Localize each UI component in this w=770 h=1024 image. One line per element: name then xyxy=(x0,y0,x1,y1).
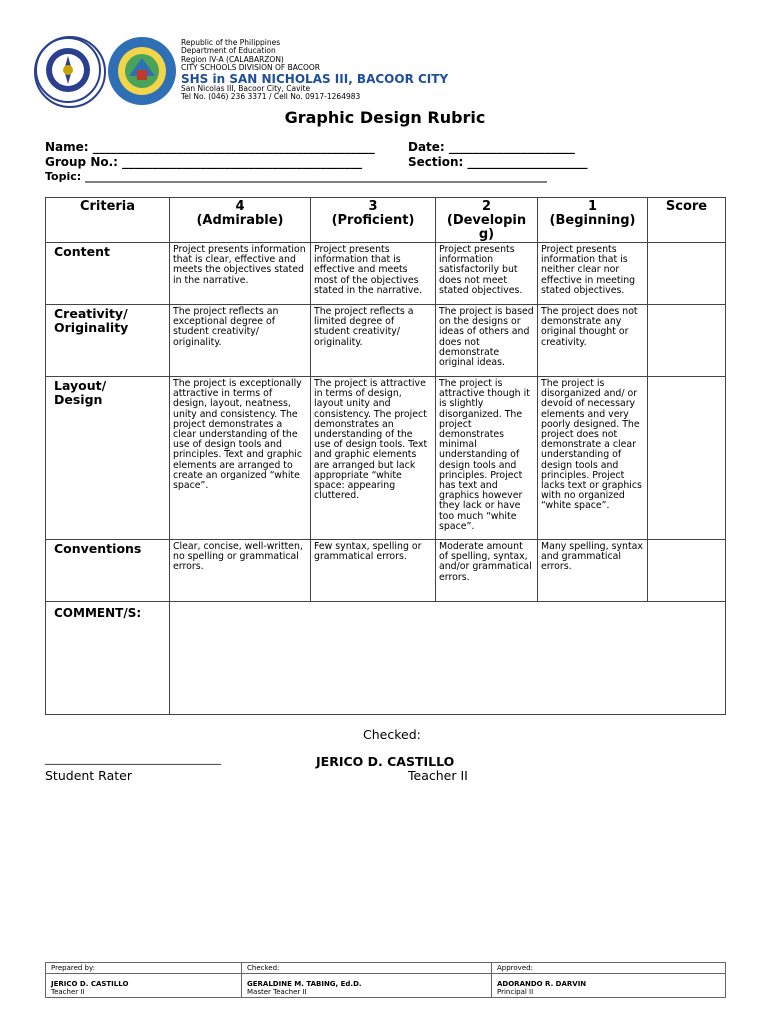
header-department: Department of Education xyxy=(181,46,276,55)
header-proficient: 3 (Proficient) xyxy=(311,198,436,243)
deped-seal-logo xyxy=(34,36,106,108)
score-cell-creativity[interactable] xyxy=(648,305,726,377)
approval-footer xyxy=(45,962,726,998)
approved-by-cell xyxy=(492,974,726,998)
rater-signature-line: ________________________________ xyxy=(45,752,221,765)
header-score: Score xyxy=(648,198,726,243)
header-address: San Nicolas III, Bacoor City, Cavite xyxy=(181,84,311,93)
group-field[interactable]: Group No.: ________________________________________ xyxy=(45,155,363,169)
name-field[interactable]: Name: _______________________________________________ xyxy=(45,140,375,154)
cell-creativity-2: The project is based on the designs or ideas of others and does not demonstrate original ideas. xyxy=(436,305,538,377)
header-contact: Tel No. (046) 236 3371 / Cell No. 0917-1264983 xyxy=(181,92,361,101)
section-field[interactable]: Section: ____________________ xyxy=(408,155,588,169)
teacher-title: Teacher II xyxy=(408,768,468,783)
date-field[interactable]: Date: _____________________ xyxy=(408,140,575,154)
cell-layout-3: The project is attractive in terms of design, layout unity and consistency. The project demonstrates an understanding of the use of design tools. Text and graphic elements are arranged but lack appropriate “white space: appearing cluttered. xyxy=(311,377,436,540)
cell-conventions-4: Clear, concise, well-written, no spelling or grammatical errors. xyxy=(170,540,311,602)
prepared-by-name: JERICO D. CASTILLO xyxy=(51,980,129,988)
checked-by-label: Checked: xyxy=(242,963,492,974)
cell-conventions-2: Moderate amount of spelling, syntax, and/or grammatical errors. xyxy=(436,540,538,602)
table-header-row xyxy=(46,198,726,243)
score-cell-content[interactable] xyxy=(648,243,726,305)
criterion-creativity: Creativity/ Originality xyxy=(46,305,170,377)
table-row xyxy=(46,540,726,602)
cell-content-1: Project presents information that is neither clear nor effective in meeting stated objectives. xyxy=(538,243,648,305)
cell-conventions-1: Many spelling, syntax and grammatical errors. xyxy=(538,540,648,602)
criterion-layout: Layout/ Design xyxy=(46,377,170,540)
prepared-by-cell xyxy=(46,974,242,998)
header-beginning: 1 (Beginning) xyxy=(538,198,648,243)
page-title: Graphic Design Rubric xyxy=(284,108,486,127)
cell-layout-2: The project is attractive though it is slightly disorganized. The project demonstrates minimal understanding of design tools and principles. Project has text and graphics however they lack or have too much “white space”. xyxy=(436,377,538,540)
comment-label: COMMENT/S: xyxy=(46,602,170,715)
header-developing: 2 (Developin g) xyxy=(436,198,538,243)
cell-creativity-1: The project does not demonstrate any original thought or creativity. xyxy=(538,305,648,377)
cell-content-4: Project presents information that is clear, effective and meets the objectives stated in the narrative. xyxy=(170,243,311,305)
topic-field[interactable]: Topic: ____________________________________________________________________________________ xyxy=(45,170,547,183)
header-criteria: Criteria xyxy=(46,198,170,243)
prepared-by-title: Teacher II xyxy=(51,988,85,996)
cell-layout-4: The project is exceptionally attractive in terms of design, layout, neatness, unity and consistency. The project demonstrates a clear understanding of the use of design tools and principles. Text and graphic elements are arranged to create an organized “white space”. xyxy=(170,377,311,540)
table-row xyxy=(46,243,726,305)
checked-by-name: GERALDINE M. TABING, Ed.D. xyxy=(247,980,362,988)
cell-creativity-3: The project reflects a limited degree of student creativity/ originality. xyxy=(311,305,436,377)
table-row xyxy=(46,377,726,540)
cell-content-3: Project presents information that is effective and meets most of the objectives stated in the narrative. xyxy=(311,243,436,305)
comment-row xyxy=(46,602,726,715)
score-cell-conventions[interactable] xyxy=(648,540,726,602)
header-school-name: SHS in SAN NICHOLAS III, BACOOR CITY xyxy=(181,72,449,86)
cell-conventions-3: Few syntax, spelling or grammatical errors. xyxy=(311,540,436,602)
criterion-content: Content xyxy=(46,243,170,305)
table-row xyxy=(46,305,726,377)
criterion-conventions: Conventions xyxy=(46,540,170,602)
student-rater-label: Student Rater xyxy=(45,768,132,783)
prepared-by-label: Prepared by: xyxy=(46,963,242,974)
checked-label: Checked: xyxy=(363,727,421,742)
comment-area[interactable] xyxy=(170,602,726,715)
approved-by-label: Approved: xyxy=(492,963,726,974)
header-region: Region IV-A (CALABARZON) xyxy=(181,55,284,64)
score-cell-layout[interactable] xyxy=(648,377,726,540)
header-republic: Republic of the Philippines xyxy=(181,38,281,47)
cell-content-2: Project presents information satisfactorily but does not meet stated objectives. xyxy=(436,243,538,305)
header-division: CITY SCHOOLS DIVISION OF BACOOR xyxy=(181,63,320,72)
cell-layout-1: The project is disorganized and/ or devoid of necessary elements and very poorly designed. The project does not demonstrate a clear understanding of design tools and principles. Project lacks text or graphics with no organized “white space”. xyxy=(538,377,648,540)
teacher-name: JERICO D. CASTILLO xyxy=(316,754,455,769)
school-seal-logo xyxy=(107,36,177,106)
checked-by-title: Master Teacher II xyxy=(247,988,307,996)
approved-by-title: Principal II xyxy=(497,988,534,996)
cell-creativity-4: The project reflects an exceptional degree of student creativity/ originality. xyxy=(170,305,311,377)
checked-by-cell xyxy=(242,974,492,998)
rubric-table xyxy=(45,197,726,715)
header-admirable: 4 (Admirable) xyxy=(170,198,311,243)
approved-by-name: ADORANDO R. DARVIN xyxy=(497,980,587,988)
